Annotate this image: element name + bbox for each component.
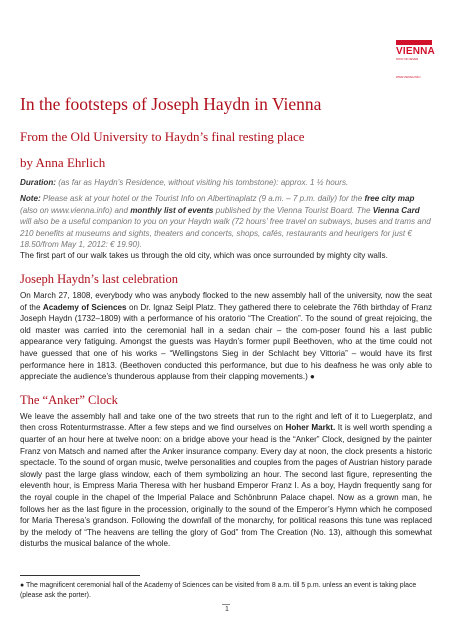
note-bold-vienna-card: Vienna Card <box>372 205 420 215</box>
intro-paragraph: The first part of our walk takes us through the old city, which was once surrounded by mighty city walls. <box>20 251 388 261</box>
duration-text: (as far as Haydn’s Residence, without visiting his tombstone): approx. 1 ½ hours. <box>55 178 349 187</box>
logo-word: VIENNA <box>396 46 435 57</box>
subtitle: From the Old University to Haydn’s final resting place <box>20 129 305 144</box>
section-heading-anker-clock: The “Anker” Clock <box>20 392 118 407</box>
note-bold-city-map: free city map <box>364 194 415 204</box>
bold-hoher-markt: Hoher Markt. <box>285 423 336 433</box>
section-paragraph-celebration <box>20 290 432 383</box>
note-text: Please ask at your hotel or the Tourist Info on Albertinaplatz (9 a.m. – 7 p.m. daily) for the <box>40 194 365 204</box>
section-paragraph-anker-clock <box>20 411 432 550</box>
paragraph-text: on Dr. Ignaz Seipl Platz. They gathered there to celebrate the 76th birthday of Franz Joseph Haydn (1732–1809) with a performance of his oratorio “The Creation”. To the sound of great rejoicing, the old master was carried into the ceremonial hall in a sedan chair – the com-poser found his a last public appearance very fatiguing. Amongst the guests was Haydn’s former pupil Beethoven, who at the time could not have guessed that one of his works – “Wellingstons Sieg in der Schlacht bey Vittoria” – would have its first performance here in 1813. (Beethoven conducted this performance, but due to his deafness he was only able to appreciate the audience’s thunderous applause from their clapping movements.) ● <box>20 302 432 382</box>
footnote: ● The magnificent ceremonial hall of the Academy of Sciences can be visited from 8 a.m. till 5 p.m. unless an event is taking place (please ask the porter). <box>20 582 417 599</box>
vienna-logo <box>396 40 435 80</box>
logo-tagline: NOW OR NEVER <box>396 57 419 61</box>
page-number-rule <box>222 604 230 605</box>
paragraph-text: It is well worth spending a quarter of an hour here at twelve noon: on a bridge above your head is the “Anker” Clock, designed by the painter Franz von Matsch and named after the Anker insurance company. Every day at noon, the clock presents a historic spectacle. To the sound of organ music, twelve personalities and couples from the pages of Austrian history parade slowly past the large glass window, each of them symbolizing an hour. The second last figure, representing the eleventh hour, is Empress Maria Theresa with her husband Emperor Franz I. As a boy, Haydn frequently sang for the royal couple in the chapel of the Imperial Palace and Schönbrunn Palace chapel. Now as a grown man, he follows her as the last figure in the procession, originally to the sound of the Emperor’s Hymn which he composed for Maria Theresa’s grandson. Following the downfall of the monarchy, for political reasons this tune was replaced by the melody of “The heavens are telling the glory of God” from The Creation (No. 13), although this somewhat disturbs the musical balance of the whole. <box>20 423 432 549</box>
section-heading-celebration: Joseph Haydn’s last celebration <box>20 272 178 287</box>
paragraph-text: We leave the assembly hall and take one of the two streets that run to the right and left of it to Luegerplatz, and then cross Rotenturmstrasse. After a few steps and we find ourselves on <box>20 411 432 433</box>
paragraph-text: On March 27, 1808, everybody who was anybody flocked to the new assembly hall of the university, now the seat of the <box>20 291 432 312</box>
note-text: published by the Vienna Tourist Board. The <box>213 205 373 215</box>
author-line: by Anna Ehrlich <box>20 155 106 170</box>
note-text: will also be a useful companion to you on your Haydn walk (72 hours’ free travel on subways, buses and trams and 210 benefits at museums and sights, theaters and concerts, shops, cafés, restaurants and heurigers for just € 18.50/from May 1, 2012: € 19.90). <box>20 217 431 250</box>
document-body <box>20 94 432 550</box>
page-title: In the footsteps of Joseph Haydn in Vienna <box>20 94 322 114</box>
note-text: (also on www.vienna.info) and <box>20 205 131 215</box>
footnote-divider <box>20 575 140 576</box>
logo-url: WWW.VIENNA.INFO <box>396 76 421 79</box>
note-label: Note: <box>20 194 41 204</box>
logo-bar <box>396 40 432 45</box>
page-number: 1 <box>225 606 229 613</box>
duration-info <box>20 177 432 188</box>
note-info <box>20 193 432 250</box>
bold-academy-of-sciences: Academy of Sciences <box>42 302 127 312</box>
note-bold-events: monthly list of events <box>130 205 214 215</box>
duration-label: Duration: <box>20 178 56 187</box>
